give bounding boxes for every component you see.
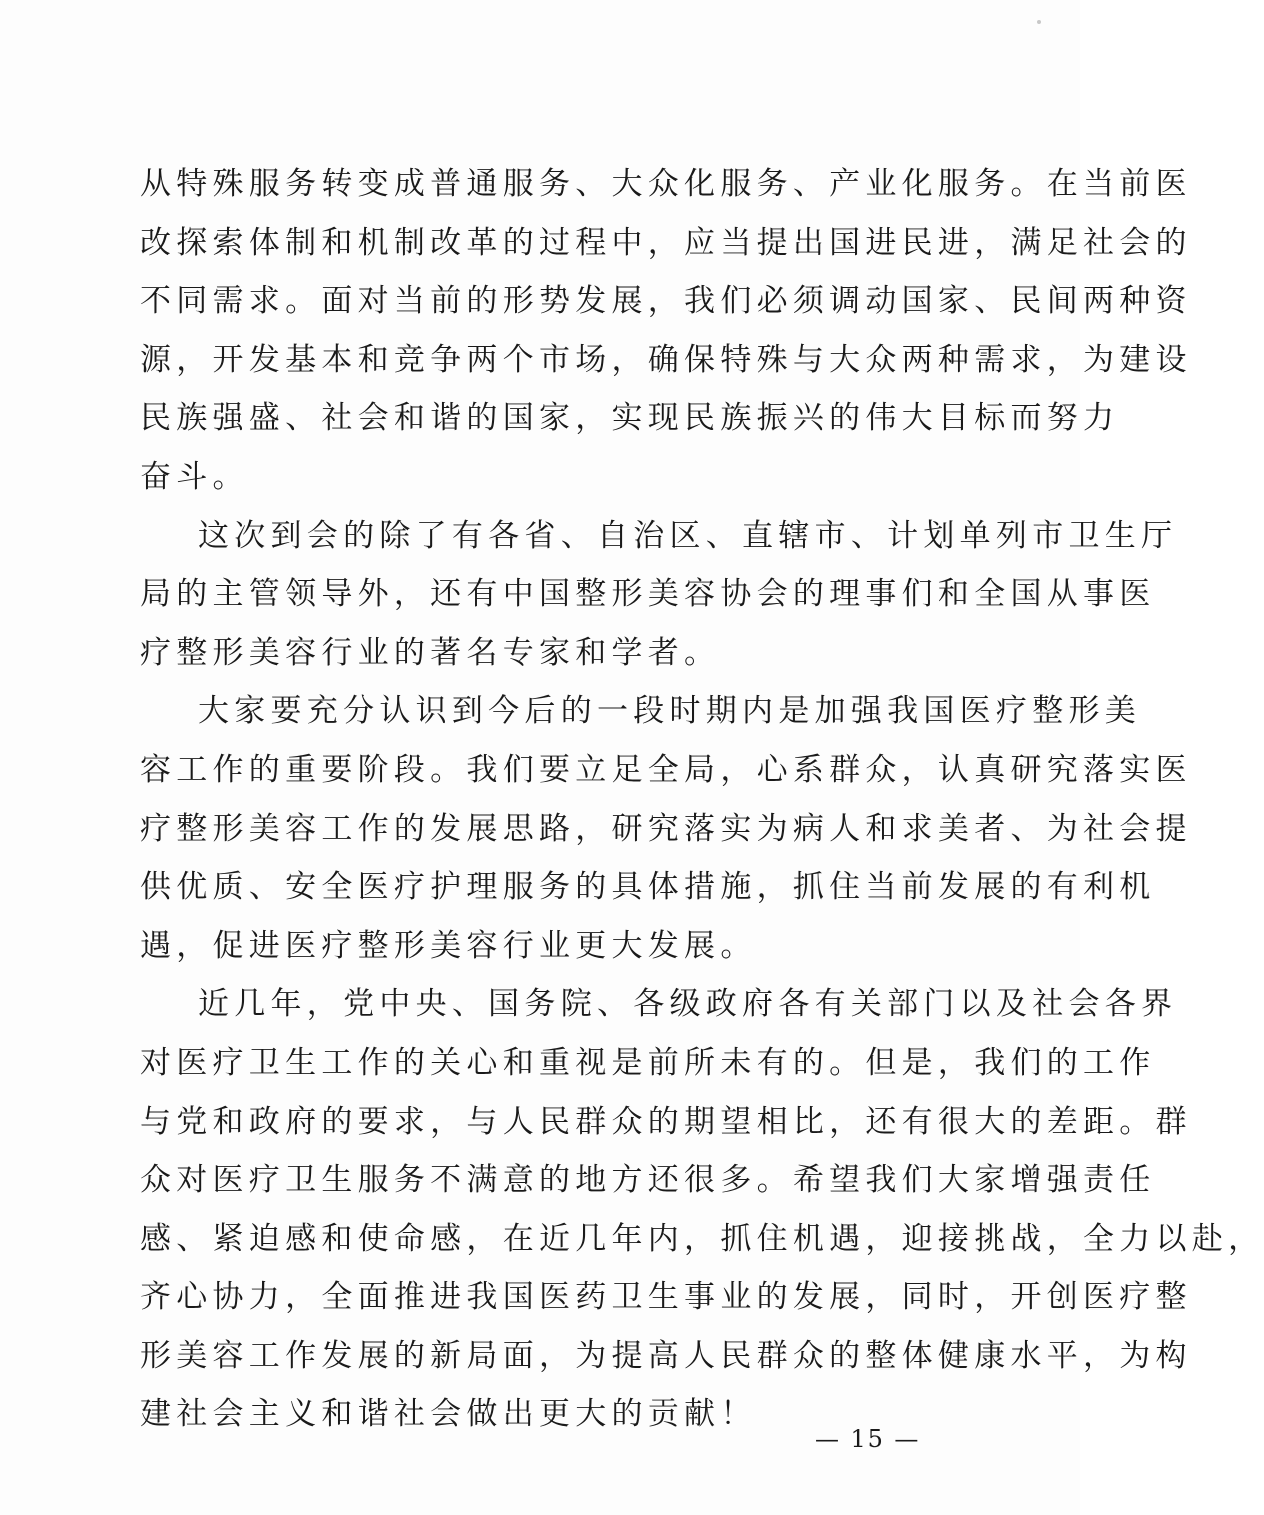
text-line: 改探索体制和机制改革的过程中，应当提出国进民进，满足社会的 xyxy=(140,224,1192,261)
scan-mark xyxy=(1037,20,1041,24)
text-line: 建社会主义和谐社会做出更大的贡献！ xyxy=(140,1396,757,1433)
paragraph-first-line: 近几年，党中央、国务院、各级政府各有关部门以及社会各界 xyxy=(198,986,1178,1023)
text-line: 局的主管领导外，还有中国整形美容协会的理事们和全国从事医 xyxy=(140,576,1156,613)
text-line: 与党和政府的要求，与人民群众的期望相比，还有很大的差距。群 xyxy=(140,1103,1192,1140)
text-line: 奋斗。 xyxy=(140,458,249,495)
paragraph-first-line: 大家要充分认识到今后的一段时期内是加强我国医疗整形美 xyxy=(198,693,1142,730)
text-line: 疗整形美容行业的著名专家和学者。 xyxy=(140,634,721,671)
text-line: 供优质、安全医疗护理服务的具体措施，抓住当前发展的有利机 xyxy=(140,869,1156,906)
text-line: 疗整形美容工作的发展思路，研究落实为病人和求美者、为社会提 xyxy=(140,810,1192,847)
text-line: 不同需求。面对当前的形势发展，我们必须调动国家、民间两种资 xyxy=(140,283,1192,320)
text-line: 从特殊服务转变成普通服务、大众化服务、产业化服务。在当前医 xyxy=(140,166,1192,202)
text-line: 民族强盛、社会和谐的国家，实现民族振兴的伟大目标而努力 xyxy=(140,400,1120,437)
text-line: 遇，促进医疗整形美容行业更大发展。 xyxy=(140,927,757,964)
page-number: — 15 — xyxy=(815,1425,921,1453)
text-line: 感、紧迫感和使命感，在近几年内，抓住机遇，迎接挑战，全力以赴， xyxy=(140,1220,1264,1257)
paragraph-first-line: 这次到会的除了有各省、自治区、直辖市、计划单列市卫生厅 xyxy=(198,517,1178,554)
text-line: 对医疗卫生工作的关心和重视是前所未有的。但是，我们的工作 xyxy=(140,1044,1156,1081)
text-line: 形美容工作发展的新局面，为提高人民群众的整体健康水平，为构 xyxy=(140,1337,1192,1374)
text-line: 齐心协力，全面推进我国医药卫生事业的发展，同时，开创医疗整 xyxy=(140,1279,1192,1316)
text-line: 容工作的重要阶段。我们要立足全局，心系群众，认真研究落实医 xyxy=(140,751,1192,788)
text-line: 源，开发基本和竞争两个市场，确保特殊与大众两种需求，为建设 xyxy=(140,341,1192,378)
text-line: 众对医疗卫生服务不满意的地方还很多。希望我们大家增强责任 xyxy=(140,1162,1156,1199)
body-text xyxy=(140,155,1264,1444)
